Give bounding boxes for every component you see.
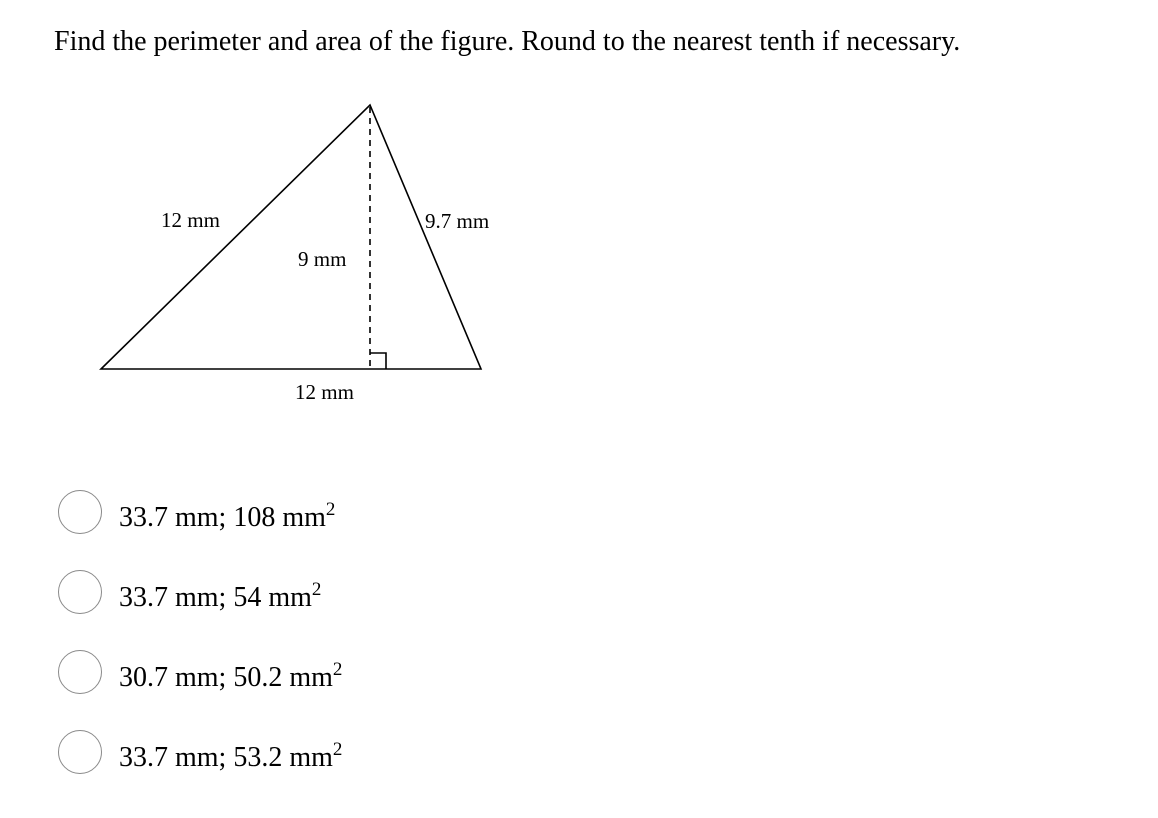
height-label: 9 mm — [298, 247, 347, 271]
question-text: Find the perimeter and area of the figure. Round to the nearest tenth if necessary. — [54, 26, 961, 57]
answer-option-d[interactable] — [58, 727, 342, 777]
radio-button-a[interactable] — [58, 490, 102, 534]
answer-options — [58, 487, 342, 807]
right-side-label: 9.7 mm — [425, 209, 490, 233]
answer-option-d-label: 33.7 mm; 53.2 $mm^2$ — [119, 738, 343, 773]
triangle-outline — [101, 105, 481, 369]
answer-option-a[interactable] — [58, 487, 342, 537]
radio-button-c[interactable] — [58, 650, 102, 694]
right-angle-marker — [370, 353, 386, 369]
answer-option-a-label: 33.7 mm; 108 $mm^2$ — [119, 498, 336, 533]
answer-option-c[interactable] — [58, 647, 342, 697]
answer-option-b[interactable] — [58, 567, 342, 617]
answer-option-c-label: 30.7 mm; 50.2 $mm^2$ — [119, 658, 343, 693]
answer-option-b-label: 33.7 mm; 54 $mm^2$ — [119, 578, 322, 613]
left-side-label: 12 mm — [161, 208, 220, 232]
radio-button-d[interactable] — [58, 730, 102, 774]
triangle-figure — [90, 95, 520, 415]
base-label: 12 mm — [295, 380, 354, 404]
radio-button-b[interactable] — [58, 570, 102, 614]
